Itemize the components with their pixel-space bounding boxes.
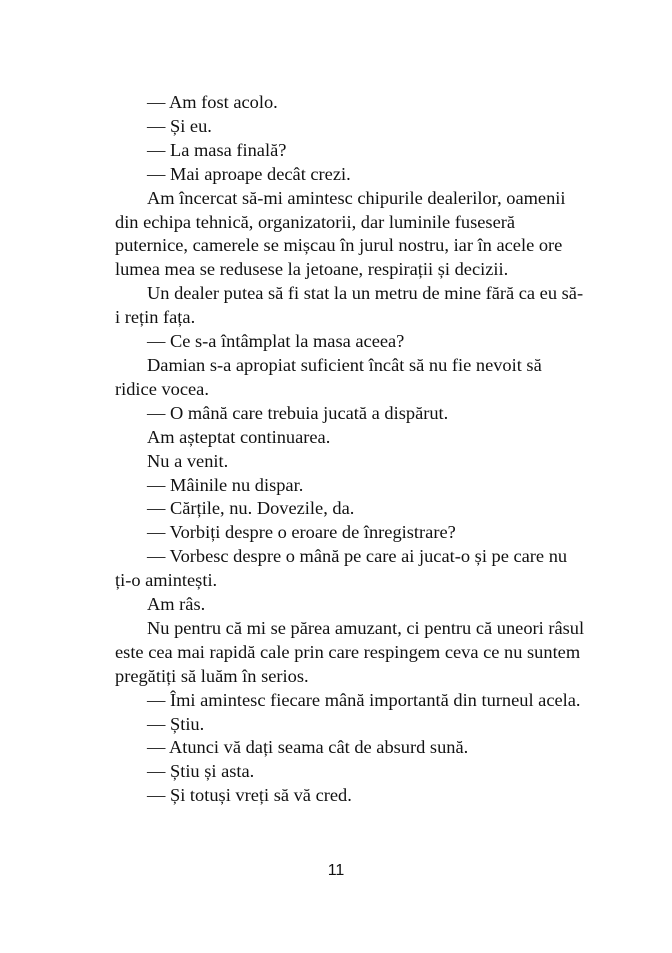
page-number: 11 xyxy=(327,862,345,879)
paragraph: — O mână care trebuia jucată a dispărut. xyxy=(147,402,449,423)
paragraph: Am încercat să-mi amintesc chipurile dealerilor, oamenii din echipa tehnică, organizatorii, dar luminile fuseseră puternice, camerele se mișcau în jurul nostru, iar în acele ore lumea mea se redusese la jetoane, respirații și decizii. xyxy=(115,187,566,280)
paragraph: — Știu și asta. xyxy=(147,761,255,782)
paragraph: — Și totuși vreți să vă cred. xyxy=(147,785,352,806)
paragraph: — Vorbesc despre o mână pe care ai jucat-o și pe care nu ți-o amintești. xyxy=(115,546,568,591)
paragraph: Am așteptat continuarea. xyxy=(147,426,331,447)
paragraph: Damian s-a apropiat suficient încât să nu fie nevoit să ridice vocea. xyxy=(115,354,542,399)
page-body-text xyxy=(115,91,585,808)
paragraph: — Și eu. xyxy=(147,115,212,136)
paragraph: — Mai aproape decât crezi. xyxy=(147,163,351,184)
paragraph: — Știu. xyxy=(147,713,205,734)
paragraph: — La masa finală? xyxy=(147,139,287,160)
paragraph: Nu a venit. xyxy=(147,450,229,471)
paragraph: — Îmi amintesc fiecare mână importantă din turneul acela. xyxy=(147,689,581,710)
paragraph: — Mâinile nu dispar. xyxy=(147,474,304,495)
paragraph: — Ce s-a întâmplat la masa aceea? xyxy=(147,331,405,352)
paragraph: Un dealer putea să fi stat la un metru de mine fără ca eu să-i rețin fața. xyxy=(115,283,584,328)
paragraph: — Am fost acolo. xyxy=(147,92,278,112)
paragraph: — Vorbiți despre o eroare de înregistrare? xyxy=(147,522,456,543)
paragraph: Nu pentru că mi se părea amuzant, ci pentru că uneori râsul este cea mai rapidă cale prin care respingem ceva ce nu suntem pregătiți să luăm în serios. xyxy=(115,617,585,686)
paragraph: — Atunci vă dați seama cât de absurd sună. xyxy=(147,737,469,758)
paragraph: Am râs. xyxy=(147,594,206,615)
paragraph: — Cărțile, nu. Dovezile, da. xyxy=(147,498,355,519)
